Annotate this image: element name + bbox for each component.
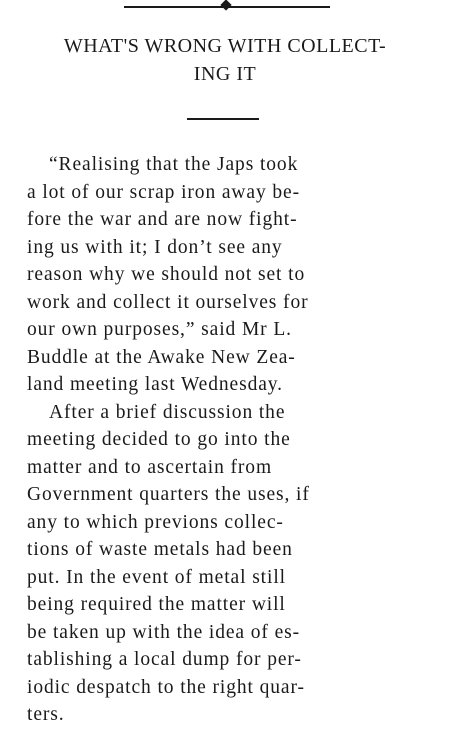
text-line: “Realising that the Japs took — [49, 154, 299, 175]
text-line: being required the matter will — [27, 594, 286, 615]
article-paragraph-1 — [27, 151, 430, 399]
text-line: iodic despatch to the right quar- — [27, 676, 305, 698]
text-line: tions of waste metals had been — [27, 539, 293, 560]
headline-line: ING IT — [193, 63, 257, 85]
text-line: fore the war and are now fight- — [27, 209, 298, 230]
divider-ornament-icon — [220, 0, 231, 11]
text-line: Buddle at the Awake New Zea- — [27, 346, 296, 368]
text-line: After a brief discussion the — [49, 401, 286, 423]
text-line: any to which previons collec- — [27, 511, 284, 533]
text-line: reason why we should not set to — [27, 264, 306, 285]
text-line: ters. — [27, 704, 65, 725]
text-line: our own purposes,” said Mr L. — [27, 319, 292, 340]
text-line: matter and to ascertain from — [27, 456, 273, 478]
headline-line: WHAT'S WRONG WITH COLLECT- — [63, 35, 387, 57]
article-body — [27, 151, 430, 729]
headline-divider-rule — [187, 118, 259, 120]
text-line: land meeting last Wednesday. — [27, 374, 283, 395]
text-line: tablishing a local dump for per- — [27, 649, 302, 670]
text-line: work and collect it ourselves for — [27, 291, 309, 313]
article-paragraph-2 — [27, 399, 430, 729]
text-line: put. In the event of metal still — [27, 566, 286, 588]
text-line: ing us with it; I don’t see any — [27, 236, 283, 258]
headline — [0, 32, 450, 88]
text-line: Government quarters the uses, if — [27, 484, 310, 505]
text-line: meeting decided to go into the — [27, 429, 291, 450]
text-line: be taken up with the idea of es- — [27, 621, 301, 643]
text-line: a lot of our scrap iron away be- — [27, 181, 300, 203]
